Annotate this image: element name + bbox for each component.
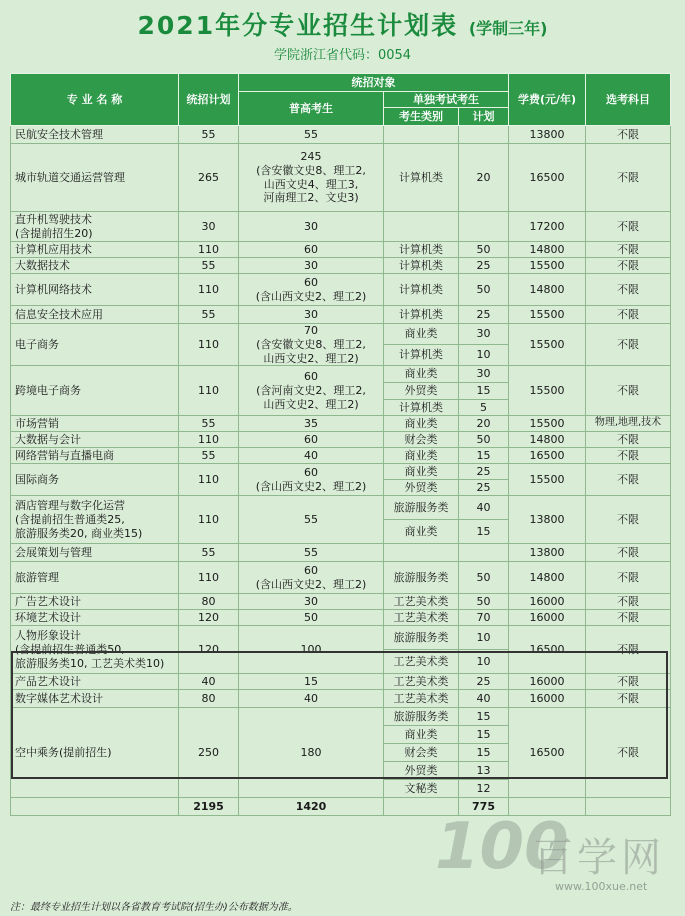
gaokao-count: 30 xyxy=(239,594,384,610)
tuition-fee: 15500 xyxy=(509,306,586,324)
tuition-fee: 13800 xyxy=(509,544,586,562)
gaokao-count: 35 xyxy=(239,416,384,432)
candidate-category: 商业类 xyxy=(384,324,459,345)
gaokao-count: 30 xyxy=(239,258,384,274)
title-main: 2021年分专业招生计划表 xyxy=(137,11,459,40)
table-row xyxy=(11,274,671,306)
single-plan-count: 40 xyxy=(459,496,509,520)
candidate-category: 工艺美术类 xyxy=(384,674,459,690)
elective-subjects: 不限 xyxy=(586,432,671,448)
gaokao-count: 60 (含河南文史2、理工2, 山西文史2、理工2) xyxy=(239,366,384,416)
table-row xyxy=(11,432,671,448)
candidate-category: 商业类 xyxy=(384,416,459,432)
major-name: 产品艺术设计 xyxy=(11,674,179,690)
header-major: 专 业 名 称 xyxy=(11,74,179,126)
gaokao-count: 55 xyxy=(239,544,384,562)
candidate-category: 外贸类 xyxy=(384,382,459,399)
single-plan-count: 15 xyxy=(459,382,509,399)
totals-label xyxy=(11,798,179,816)
gaokao-count: 55 xyxy=(239,496,384,544)
major-name: 电子商务 xyxy=(11,324,179,366)
total-plan: 2195 xyxy=(179,798,239,816)
single-plan-count: 10 xyxy=(459,626,509,650)
plan-count: 55 xyxy=(179,416,239,432)
single-plan-count: 25 xyxy=(459,674,509,690)
table-row xyxy=(11,594,671,610)
plan-count: 80 xyxy=(179,594,239,610)
plan-count: 250 xyxy=(179,708,239,798)
gaokao-count: 40 xyxy=(239,690,384,708)
elective-subjects: 不限 xyxy=(586,324,671,366)
plan-count: 55 xyxy=(179,448,239,464)
total-single: 775 xyxy=(459,798,509,816)
plan-count: 110 xyxy=(179,464,239,496)
single-plan-count: 10 xyxy=(459,345,509,366)
major-name: 酒店管理与数字化运营 (含提前招生普通类25, 旅游服务类20, 商业类15) xyxy=(11,496,179,544)
candidate-category: 工艺美术类 xyxy=(384,650,459,674)
single-plan-count: 13 xyxy=(459,762,509,780)
single-plan-count: 15 xyxy=(459,726,509,744)
tuition-fee: 16500 xyxy=(509,144,586,212)
watermark-url: www.100xue.net xyxy=(555,880,648,893)
elective-subjects: 不限 xyxy=(586,306,671,324)
table-row xyxy=(11,126,671,144)
gaokao-count: 60 xyxy=(239,432,384,448)
header-plan: 统招计划 xyxy=(179,74,239,126)
tuition-fee: 16500 xyxy=(509,448,586,464)
header-single: 单独考试考生 xyxy=(384,92,509,108)
table-row xyxy=(11,242,671,258)
gaokao-count: 70 (含安徽文史8、理工2, 山西文史2、理工2) xyxy=(239,324,384,366)
major-name: 计算机网络技术 xyxy=(11,274,179,306)
major-name: 信息安全技术应用 xyxy=(11,306,179,324)
table-row xyxy=(11,708,671,726)
table-row xyxy=(11,448,671,464)
tuition-fee: 16000 xyxy=(509,610,586,626)
elective-subjects: 不限 xyxy=(586,690,671,708)
plan-count: 55 xyxy=(179,126,239,144)
major-name: 民航安全技术管理 xyxy=(11,126,179,144)
major-name: 国际商务 xyxy=(11,464,179,496)
tuition-fee: 15500 xyxy=(509,366,586,416)
single-plan-count: 70 xyxy=(459,610,509,626)
table-row xyxy=(11,496,671,520)
tuition-fee: 13800 xyxy=(509,126,586,144)
major-name: 会展策划与管理 xyxy=(11,544,179,562)
candidate-category: 财会类 xyxy=(384,432,459,448)
elective-subjects: 不限 xyxy=(586,242,671,258)
candidate-category: 旅游服务类 xyxy=(384,708,459,726)
candidate-category: 工艺美术类 xyxy=(384,690,459,708)
candidate-category: 计算机类 xyxy=(384,144,459,212)
plan-count: 120 xyxy=(179,626,239,674)
tuition-fee: 14800 xyxy=(509,242,586,258)
gaokao-count: 30 xyxy=(239,212,384,242)
table-row xyxy=(11,258,671,274)
header-target: 统招对象 xyxy=(239,74,509,92)
watermark-text: 百学网 xyxy=(533,835,665,881)
tuition-fee: 16000 xyxy=(509,674,586,690)
candidate-category: 文秘类 xyxy=(384,780,459,798)
gaokao-count: 100 xyxy=(239,626,384,674)
major-name: 大数据与会计 xyxy=(11,432,179,448)
single-plan-count: 15 xyxy=(459,520,509,544)
candidate-category: 商业类 xyxy=(384,366,459,383)
single-plan-count: 25 xyxy=(459,306,509,324)
candidate-category: 工艺美术类 xyxy=(384,610,459,626)
plan-count: 30 xyxy=(179,212,239,242)
elective-subjects: 不限 xyxy=(586,464,671,496)
plan-count: 265 xyxy=(179,144,239,212)
candidate-category: 外贸类 xyxy=(384,762,459,780)
title-subtitle: (学制三年) xyxy=(468,19,548,38)
major-name: 城市轨道交通运营管理 xyxy=(11,144,179,212)
table-row xyxy=(11,306,671,324)
major-name: 人物形象设计 (含提前招生普通类50, 旅游服务类10, 工艺美术类10) xyxy=(11,626,179,674)
elective-subjects: 不限 xyxy=(586,144,671,212)
single-plan-count: 25 xyxy=(459,258,509,274)
elective-subjects: 不限 xyxy=(586,544,671,562)
elective-subjects: 不限 xyxy=(586,448,671,464)
table-row xyxy=(11,562,671,594)
candidate-category: 外贸类 xyxy=(384,480,459,496)
single-plan-count: 30 xyxy=(459,324,509,345)
candidate-category: 财会类 xyxy=(384,744,459,762)
elective-subjects: 不限 xyxy=(586,626,671,674)
candidate-category: 计算机类 xyxy=(384,306,459,324)
candidate-category: 商业类 xyxy=(384,726,459,744)
tuition-fee: 14800 xyxy=(509,432,586,448)
candidate-category: 商业类 xyxy=(384,448,459,464)
major-name: 跨境电子商务 xyxy=(11,366,179,416)
plan-count: 110 xyxy=(179,366,239,416)
major-name: 直升机驾驶技术 (含提前招生20) xyxy=(11,212,179,242)
watermark-100: 100 xyxy=(435,810,569,884)
single-plan-count xyxy=(459,544,509,562)
gaokao-count: 60 (含山西文史2、理工2) xyxy=(239,562,384,594)
tuition-fee: 15500 xyxy=(509,464,586,496)
gaokao-count: 60 (含山西文史2、理工2) xyxy=(239,464,384,496)
single-plan-count: 50 xyxy=(459,274,509,306)
gaokao-count: 245 (含安徽文史8、理工2, 山西文史4、理工3, 河南理工2、文史3) xyxy=(239,144,384,212)
footnote: 注：最终专业招生计划以各省教育考试院(招生办)公布数据为准。 xyxy=(10,902,298,913)
candidate-category: 计算机类 xyxy=(384,258,459,274)
single-plan-count xyxy=(459,212,509,242)
total-category xyxy=(384,798,459,816)
candidate-category: 商业类 xyxy=(384,520,459,544)
candidate-category: 工艺美术类 xyxy=(384,594,459,610)
major-name: 数字媒体艺术设计 xyxy=(11,690,179,708)
header-subject: 选考科目 xyxy=(586,74,671,126)
plan-count: 80 xyxy=(179,690,239,708)
candidate-category: 旅游服务类 xyxy=(384,496,459,520)
single-plan-count: 30 xyxy=(459,366,509,383)
single-plan-count: 50 xyxy=(459,242,509,258)
elective-subjects: 不限 xyxy=(586,258,671,274)
total-gaokao: 1420 xyxy=(239,798,384,816)
elective-subjects: 不限 xyxy=(586,610,671,626)
tuition-fee: 16000 xyxy=(509,594,586,610)
elective-subjects: 不限 xyxy=(586,594,671,610)
tuition-fee: 15500 xyxy=(509,416,586,432)
tuition-fee: 13800 xyxy=(509,496,586,544)
plan-count: 110 xyxy=(179,274,239,306)
plan-count: 40 xyxy=(179,674,239,690)
gaokao-count: 60 xyxy=(239,242,384,258)
header-category: 考生类别 xyxy=(384,108,459,126)
header-single-plan: 计划 xyxy=(459,108,509,126)
major-name: 环境艺术设计 xyxy=(11,610,179,626)
major-name: 市场营销 xyxy=(11,416,179,432)
major-name: 计算机应用技术 xyxy=(11,242,179,258)
table-row xyxy=(11,610,671,626)
elective-subjects: 不限 xyxy=(586,212,671,242)
table-row xyxy=(11,464,671,480)
plan-count: 110 xyxy=(179,496,239,544)
tuition-fee: 16000 xyxy=(509,690,586,708)
candidate-category: 商业类 xyxy=(384,464,459,480)
candidate-category: 计算机类 xyxy=(384,345,459,366)
candidate-category xyxy=(384,126,459,144)
single-plan-count: 5 xyxy=(459,399,509,416)
candidate-category xyxy=(384,212,459,242)
candidate-category: 计算机类 xyxy=(384,242,459,258)
table-row xyxy=(11,626,671,650)
plan-count: 120 xyxy=(179,610,239,626)
tuition-fee: 15500 xyxy=(509,324,586,366)
plan-count: 55 xyxy=(179,258,239,274)
gaokao-count: 15 xyxy=(239,674,384,690)
elective-subjects: 物理,地理,技术 xyxy=(586,416,671,432)
total-fee xyxy=(509,798,586,816)
totals-row xyxy=(11,798,671,816)
school-code: 学院浙江省代码：0054 xyxy=(273,48,412,63)
gaokao-count: 50 xyxy=(239,610,384,626)
major-name: 旅游管理 xyxy=(11,562,179,594)
page-title xyxy=(0,6,685,42)
major-name: 网络营销与直播电商 xyxy=(11,448,179,464)
plan-count: 110 xyxy=(179,432,239,448)
single-plan-count: 10 xyxy=(459,650,509,674)
major-name: 空中乘务(提前招生) xyxy=(11,708,179,798)
major-name: 广告艺术设计 xyxy=(11,594,179,610)
major-name: 大数据技术 xyxy=(11,258,179,274)
plan-count: 55 xyxy=(179,306,239,324)
single-plan-count: 25 xyxy=(459,464,509,480)
plan-count: 110 xyxy=(179,562,239,594)
table-row xyxy=(11,674,671,690)
gaokao-count: 30 xyxy=(239,306,384,324)
elective-subjects: 不限 xyxy=(586,562,671,594)
candidate-category: 旅游服务类 xyxy=(384,562,459,594)
tuition-fee: 16500 xyxy=(509,708,586,798)
plan-count: 110 xyxy=(179,324,239,366)
table-row xyxy=(11,690,671,708)
elective-subjects: 不限 xyxy=(586,674,671,690)
watermark xyxy=(435,810,675,905)
single-plan-count: 40 xyxy=(459,690,509,708)
gaokao-count: 180 xyxy=(239,708,384,798)
gaokao-count: 60 (含山西文史2、理工2) xyxy=(239,274,384,306)
single-plan-count: 25 xyxy=(459,480,509,496)
tuition-fee: 14800 xyxy=(509,274,586,306)
single-plan-count: 50 xyxy=(459,432,509,448)
single-plan-count xyxy=(459,126,509,144)
elective-subjects: 不限 xyxy=(586,126,671,144)
single-plan-count: 15 xyxy=(459,744,509,762)
elective-subjects: 不限 xyxy=(586,366,671,416)
elective-subjects: 不限 xyxy=(586,274,671,306)
tuition-fee: 17200 xyxy=(509,212,586,242)
elective-subjects: 不限 xyxy=(586,708,671,798)
single-plan-count: 20 xyxy=(459,144,509,212)
single-plan-count: 50 xyxy=(459,594,509,610)
single-plan-count: 12 xyxy=(459,780,509,798)
elective-subjects: 不限 xyxy=(586,496,671,544)
tuition-fee: 15500 xyxy=(509,258,586,274)
candidate-category: 旅游服务类 xyxy=(384,626,459,650)
total-subject xyxy=(586,798,671,816)
gaokao-count: 40 xyxy=(239,448,384,464)
header-gaokao: 普高考生 xyxy=(239,92,384,126)
table-row xyxy=(11,324,671,345)
table-row xyxy=(11,212,671,242)
table-row xyxy=(11,144,671,212)
plan-count: 110 xyxy=(179,242,239,258)
plan-count: 55 xyxy=(179,544,239,562)
single-plan-count: 20 xyxy=(459,416,509,432)
header-fee: 学费(元/年) xyxy=(509,74,586,126)
candidate-category xyxy=(384,544,459,562)
single-plan-count: 15 xyxy=(459,708,509,726)
single-plan-count: 50 xyxy=(459,562,509,594)
tuition-fee: 16500 xyxy=(509,626,586,674)
single-plan-count: 15 xyxy=(459,448,509,464)
table-row xyxy=(11,416,671,432)
table-row xyxy=(11,544,671,562)
table-row xyxy=(11,366,671,383)
gaokao-count: 55 xyxy=(239,126,384,144)
candidate-category: 计算机类 xyxy=(384,399,459,416)
enrollment-table xyxy=(10,73,671,816)
table-body xyxy=(11,126,671,798)
tuition-fee: 14800 xyxy=(509,562,586,594)
candidate-category: 计算机类 xyxy=(384,274,459,306)
